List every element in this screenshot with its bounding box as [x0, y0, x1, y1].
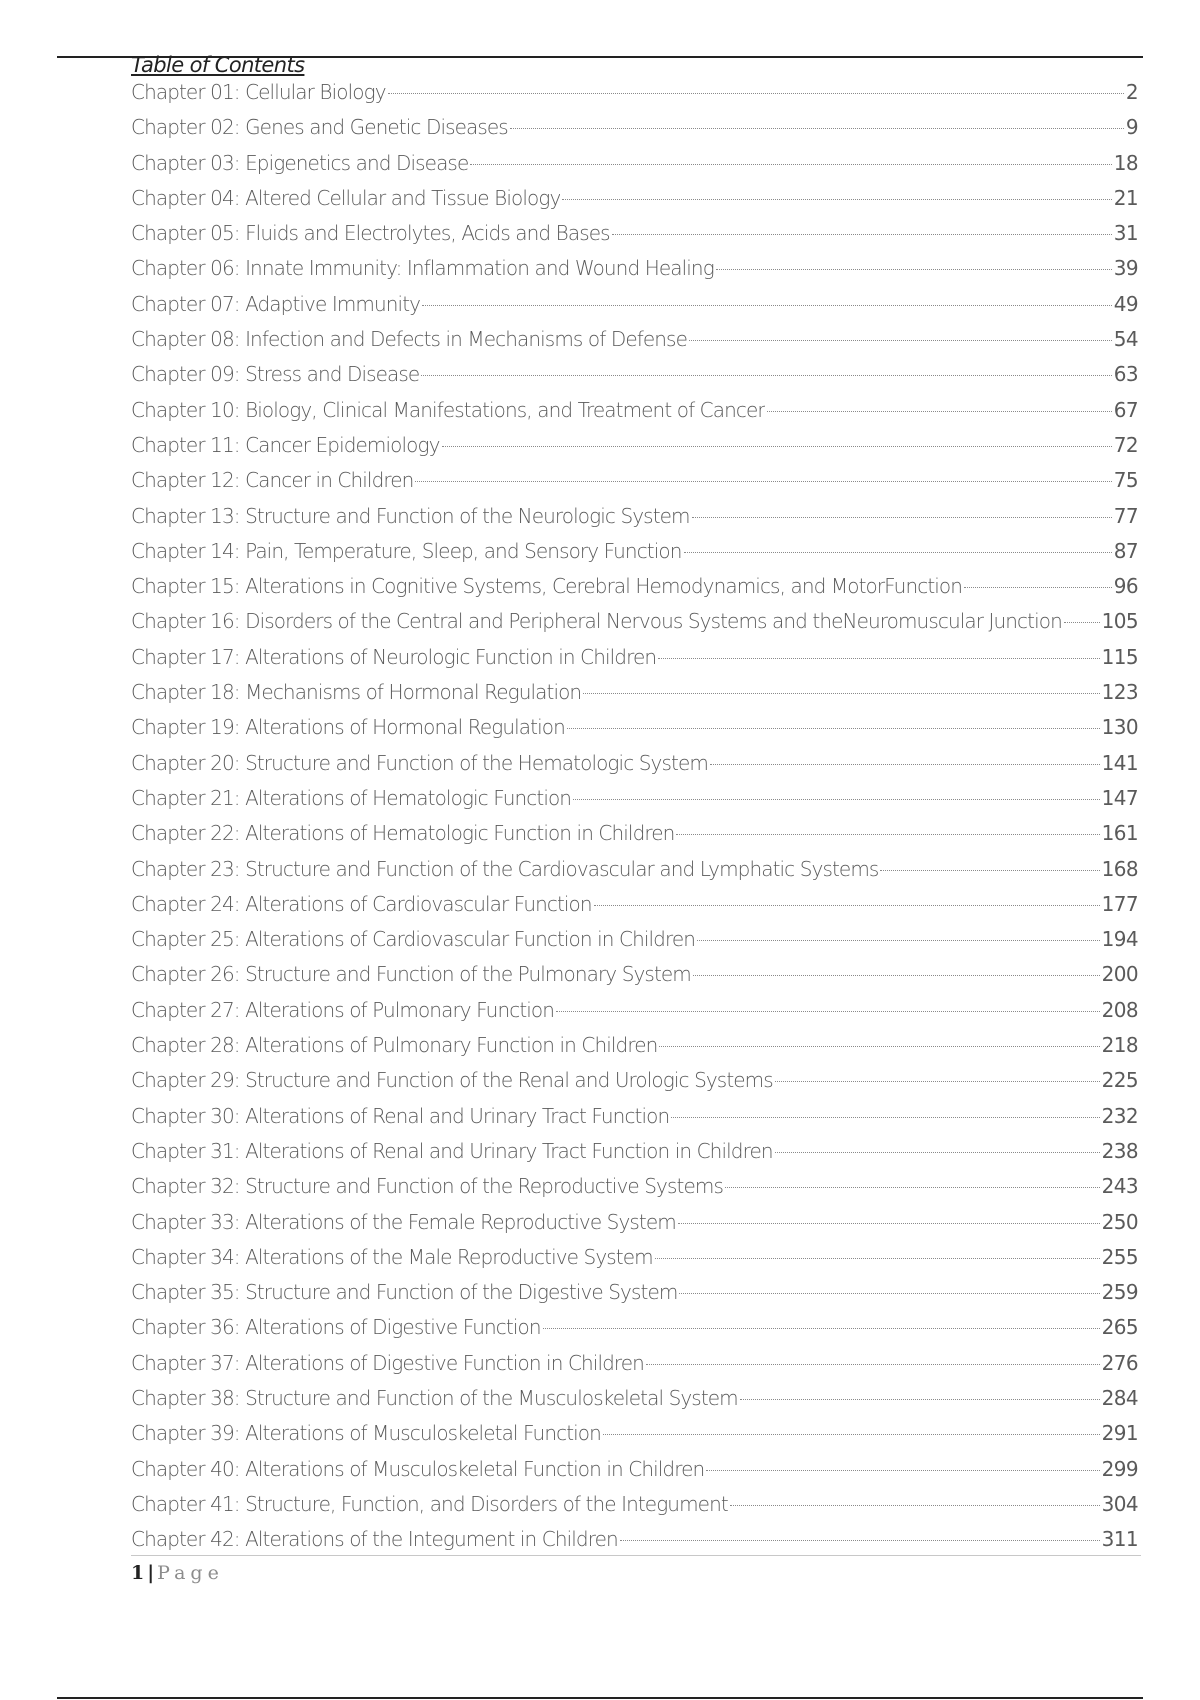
toc-entry-chapter-26[interactable]	[131, 957, 1138, 992]
toc-entry-page-number: 284	[1101, 1385, 1138, 1410]
toc-entry-label: Chapter 28: Alterations of Pulmonary Function in Children	[131, 1033, 658, 1058]
toc-entry-label: Chapter 33: Alterations of the Female Reproductive System	[131, 1209, 676, 1234]
toc-entry-chapter-30[interactable]	[131, 1099, 1138, 1134]
toc-entry-chapter-29[interactable]	[131, 1063, 1138, 1098]
toc-dot-leader	[775, 1152, 1100, 1153]
toc-entry-page-number: 18	[1113, 150, 1138, 175]
toc-entry-page-number: 49	[1113, 291, 1138, 316]
toc-entry-label: Chapter 25: Alterations of Cardiovascular Function in Children	[131, 927, 696, 952]
toc-entry-chapter-41[interactable]	[131, 1487, 1138, 1522]
toc-dot-leader	[679, 1293, 1099, 1294]
toc-entry-page-number: 238	[1101, 1138, 1138, 1163]
toc-entry-chapter-34[interactable]	[131, 1240, 1138, 1275]
toc-entry-chapter-25[interactable]	[131, 922, 1138, 957]
toc-entry-label: Chapter 26: Structure and Function of the Pulmonary System	[131, 962, 691, 987]
toc-entry-chapter-40[interactable]	[131, 1452, 1138, 1487]
toc-entry-page-number: 67	[1113, 397, 1138, 422]
toc-dot-leader	[775, 1081, 1100, 1082]
toc-entry-label: Chapter 38: Structure and Function of the Musculoskeletal System	[131, 1385, 738, 1410]
toc-dot-leader	[767, 411, 1112, 412]
toc-entry-label: Chapter 14: Pain, Temperature, Sleep, and Sensory Function	[131, 538, 682, 563]
toc-entry-page-number: 194	[1101, 927, 1138, 952]
toc-entry-page-number: 276	[1101, 1350, 1138, 1375]
toc-entry-page-number: 177	[1101, 891, 1138, 916]
toc-entry-label: Chapter 30: Alterations of Renal and Urinary Tract Function	[131, 1103, 670, 1128]
toc-dot-leader	[620, 1540, 1100, 1541]
toc-dot-leader	[676, 834, 1099, 835]
toc-entry-label: Chapter 11: Cancer Epidemiology	[131, 432, 440, 457]
toc-entry-chapter-12[interactable]	[131, 463, 1138, 498]
toc-entry-chapter-11[interactable]	[131, 428, 1138, 463]
toc-entry-page-number: 77	[1113, 503, 1138, 528]
toc-entry-chapter-02[interactable]	[131, 110, 1138, 145]
toc-entry-chapter-18[interactable]	[131, 675, 1138, 710]
toc-entry-page-number: 311	[1101, 1527, 1138, 1552]
toc-entry-chapter-33[interactable]	[131, 1205, 1138, 1240]
toc-entry-page-number: 265	[1101, 1315, 1138, 1340]
toc-entry-label: Chapter 29: Structure and Function of the Renal and Urologic Systems	[131, 1068, 773, 1093]
toc-dot-leader	[693, 975, 1100, 976]
toc-dot-leader	[612, 234, 1112, 235]
toc-dot-leader	[725, 1187, 1100, 1188]
toc-dot-leader	[689, 340, 1112, 341]
toc-entry-chapter-24[interactable]	[131, 887, 1138, 922]
toc-entry-page-number: 200	[1101, 962, 1138, 987]
toc-dot-leader	[697, 940, 1100, 941]
toc-entry-chapter-13[interactable]	[131, 499, 1138, 534]
toc-entry-chapter-10[interactable]	[131, 393, 1138, 428]
toc-entry-chapter-16[interactable]	[131, 604, 1138, 639]
toc-entry-chapter-14[interactable]	[131, 534, 1138, 569]
toc-dot-leader	[730, 1505, 1100, 1506]
toc-entry-label: Chapter 22: Alterations of Hematologic Function in Children	[131, 821, 675, 846]
toc-entry-chapter-36[interactable]	[131, 1310, 1138, 1345]
toc-entry-chapter-06[interactable]	[131, 251, 1138, 286]
toc-title: Table of Contents	[131, 53, 305, 77]
toc-entry-page-number: 218	[1101, 1033, 1138, 1058]
toc-entry-label: Chapter 02: Genes and Genetic Diseases	[131, 115, 508, 140]
toc-entry-label: Chapter 01: Cellular Biology	[131, 80, 386, 104]
toc-entry-label: Chapter 21: Alterations of Hematologic Function	[131, 785, 572, 810]
toc-entry-page-number: 259	[1101, 1280, 1138, 1305]
toc-entry-label: Chapter 42: Alterations of the Integument in Children	[131, 1527, 618, 1552]
toc-dot-leader	[442, 446, 1112, 447]
toc-entry-page-number: 291	[1101, 1421, 1138, 1446]
toc-entry-chapter-32[interactable]	[131, 1169, 1138, 1204]
toc-dot-leader	[510, 128, 1124, 129]
toc-entry-chapter-08[interactable]	[131, 322, 1138, 357]
toc-entry-chapter-28[interactable]	[131, 1028, 1138, 1063]
toc-entry-chapter-23[interactable]	[131, 852, 1138, 887]
toc-entry-chapter-42[interactable]	[131, 1522, 1138, 1557]
footer-separator: |	[147, 1562, 155, 1584]
toc-entry-label: Chapter 07: Adaptive Immunity	[131, 291, 421, 316]
toc-entry-chapter-07[interactable]	[131, 287, 1138, 322]
toc-dot-leader	[659, 1046, 1099, 1047]
toc-dot-leader	[671, 1117, 1099, 1118]
toc-entry-label: Chapter 03: Epigenetics and Disease	[131, 150, 469, 175]
toc-entry-label: Chapter 19: Alterations of Hormonal Regulation	[131, 715, 565, 740]
toc-entry-label: Chapter 41: Structure, Function, and Disorders of the Integument	[131, 1491, 728, 1516]
toc-entry-page-number: 39	[1113, 256, 1138, 281]
toc-entry-label: Chapter 27: Alterations of Pulmonary Function	[131, 997, 555, 1022]
toc-dot-leader	[1064, 622, 1100, 623]
toc-dot-leader	[422, 305, 1112, 306]
toc-entry-page-number: 243	[1101, 1174, 1138, 1199]
toc-entry-chapter-05[interactable]	[131, 216, 1138, 251]
toc-entry-page-number: 225	[1101, 1068, 1138, 1093]
page-bottom-rule	[57, 1697, 1143, 1699]
toc-entry-chapter-37[interactable]	[131, 1346, 1138, 1381]
toc-entry-page-number: 21	[1113, 185, 1138, 210]
toc-entry-label: Chapter 24: Alterations of Cardiovascular Function	[131, 891, 592, 916]
toc-entry-chapter-31[interactable]	[131, 1134, 1138, 1169]
toc-entry-chapter-20[interactable]	[131, 746, 1138, 781]
toc-entry-label: Chapter 15: Alterations in Cognitive Systems, Cerebral Hemodynamics, and MotorFunction	[131, 574, 963, 599]
toc-list	[131, 75, 1138, 1557]
toc-entry-label: Chapter 16: Disorders of the Central and Peripheral Nervous Systems and theNeuromuscular Junction	[131, 609, 1062, 634]
toc-dot-leader	[573, 799, 1100, 800]
toc-dot-leader	[421, 375, 1111, 376]
toc-entry-page-number: 304	[1101, 1491, 1138, 1516]
toc-entry-page-number: 31	[1113, 221, 1138, 246]
toc-entry-page-number: 147	[1101, 785, 1138, 810]
toc-dot-leader	[706, 1470, 1099, 1471]
toc-entry-page-number: 87	[1113, 538, 1138, 563]
toc-entry-label: Chapter 37: Alterations of Digestive Function in Children	[131, 1350, 644, 1375]
toc-dot-leader	[388, 93, 1124, 94]
toc-entry-label: Chapter 23: Structure and Function of the Cardiovascular and Lymphatic Systems	[131, 856, 879, 881]
toc-entry-label: Chapter 32: Structure and Function of the Reproductive Systems	[131, 1174, 723, 1199]
toc-dot-leader	[710, 764, 1100, 765]
toc-entry-chapter-01[interactable]	[131, 75, 1138, 110]
toc-dot-leader	[964, 587, 1112, 588]
toc-entry-page-number: 168	[1101, 856, 1138, 881]
toc-entry-label: Chapter 34: Alterations of the Male Reproductive System	[131, 1244, 653, 1269]
toc-entry-page-number: 232	[1101, 1103, 1138, 1128]
toc-entry-label: Chapter 20: Structure and Function of the Hematologic System	[131, 750, 708, 775]
toc-entry-page-number: 96	[1113, 574, 1138, 599]
toc-entry-label: Chapter 09: Stress and Disease	[131, 362, 420, 387]
toc-entry-chapter-21[interactable]	[131, 781, 1138, 816]
toc-dot-leader	[716, 269, 1112, 270]
footer-page-word: Page	[157, 1562, 224, 1584]
toc-entry-chapter-27[interactable]	[131, 993, 1138, 1028]
toc-entry-label: Chapter 06: Innate Immunity: Inflammation and Wound Healing	[131, 256, 714, 281]
toc-entry-label: Chapter 35: Structure and Function of the Digestive System	[131, 1280, 678, 1305]
toc-dot-leader	[678, 1223, 1100, 1224]
toc-entry-page-number: 72	[1113, 432, 1138, 457]
toc-entry-label: Chapter 04: Altered Cellular and Tissue Biology	[131, 185, 561, 210]
footer-page-number: 1	[131, 1562, 145, 1584]
toc-dot-leader	[880, 870, 1099, 871]
toc-entry-page-number: 161	[1101, 821, 1138, 846]
toc-dot-leader	[583, 693, 1099, 694]
toc-entry-page-number: 105	[1101, 609, 1138, 634]
toc-entry-label: Chapter 05: Fluids and Electrolytes, Acids and Bases	[131, 221, 610, 246]
toc-dot-leader	[543, 1328, 1100, 1329]
toc-dot-leader	[470, 164, 1111, 165]
toc-entry-chapter-04[interactable]	[131, 181, 1138, 216]
toc-entry-page-number: 141	[1101, 750, 1138, 775]
toc-entry-chapter-22[interactable]	[131, 816, 1138, 851]
toc-entry-page-number: 9	[1125, 115, 1138, 140]
footer-rule	[131, 1555, 1141, 1556]
toc-entry-label: Chapter 12: Cancer in Children	[131, 468, 414, 493]
toc-entry-label: Chapter 18: Mechanisms of Hormonal Regulation	[131, 680, 582, 705]
toc-entry-page-number: 208	[1101, 997, 1138, 1022]
toc-dot-leader	[415, 481, 1111, 482]
toc-entry-label: Chapter 10: Biology, Clinical Manifestations, and Treatment of Cancer	[131, 397, 765, 422]
toc-entry-page-number: 255	[1101, 1244, 1138, 1269]
toc-entry-label: Chapter 40: Alterations of Musculoskeletal Function in Children	[131, 1456, 705, 1481]
toc-dot-leader	[562, 199, 1111, 200]
toc-dot-leader	[692, 517, 1112, 518]
page-footer	[131, 1560, 224, 1586]
toc-entry-chapter-35[interactable]	[131, 1275, 1138, 1310]
toc-entry-page-number: 75	[1113, 468, 1138, 493]
toc-dot-leader	[646, 1364, 1100, 1365]
toc-entry-page-number: 299	[1101, 1456, 1138, 1481]
toc-entry-chapter-03[interactable]	[131, 146, 1138, 181]
toc-entry-label: Chapter 13: Structure and Function of the Neurologic System	[131, 503, 690, 528]
toc-dot-leader	[684, 552, 1112, 553]
toc-entry-chapter-17[interactable]	[131, 640, 1138, 675]
toc-entry-page-number: 130	[1101, 715, 1138, 740]
toc-entry-label: Chapter 39: Alterations of Musculoskeletal Function	[131, 1421, 601, 1446]
toc-entry-label: Chapter 17: Alterations of Neurologic Function in Children	[131, 644, 657, 669]
toc-entry-label: Chapter 36: Alterations of Digestive Function	[131, 1315, 541, 1340]
toc-entry-page-number: 63	[1113, 362, 1138, 387]
toc-entry-label: Chapter 08: Infection and Defects in Mechanisms of Defense	[131, 327, 687, 352]
toc-dot-leader	[556, 1011, 1100, 1012]
toc-dot-leader	[594, 905, 1100, 906]
toc-entry-chapter-19[interactable]	[131, 710, 1138, 745]
toc-entry-chapter-39[interactable]	[131, 1416, 1138, 1451]
toc-dot-leader	[740, 1399, 1100, 1400]
toc-entry-page-number: 2	[1125, 80, 1138, 104]
toc-entry-page-number: 54	[1113, 327, 1138, 352]
toc-entry-page-number: 250	[1101, 1209, 1138, 1234]
toc-dot-leader	[567, 728, 1100, 729]
toc-dot-leader	[603, 1434, 1100, 1435]
toc-entry-page-number: 115	[1101, 644, 1138, 669]
toc-entry-chapter-38[interactable]	[131, 1381, 1138, 1416]
toc-dot-leader	[658, 658, 1099, 659]
toc-entry-chapter-15[interactable]	[131, 569, 1138, 604]
toc-entry-chapter-09[interactable]	[131, 357, 1138, 392]
toc-dot-leader	[655, 1258, 1100, 1259]
toc-entry-label: Chapter 31: Alterations of Renal and Urinary Tract Function in Children	[131, 1138, 773, 1163]
toc-entry-page-number: 123	[1101, 680, 1138, 705]
